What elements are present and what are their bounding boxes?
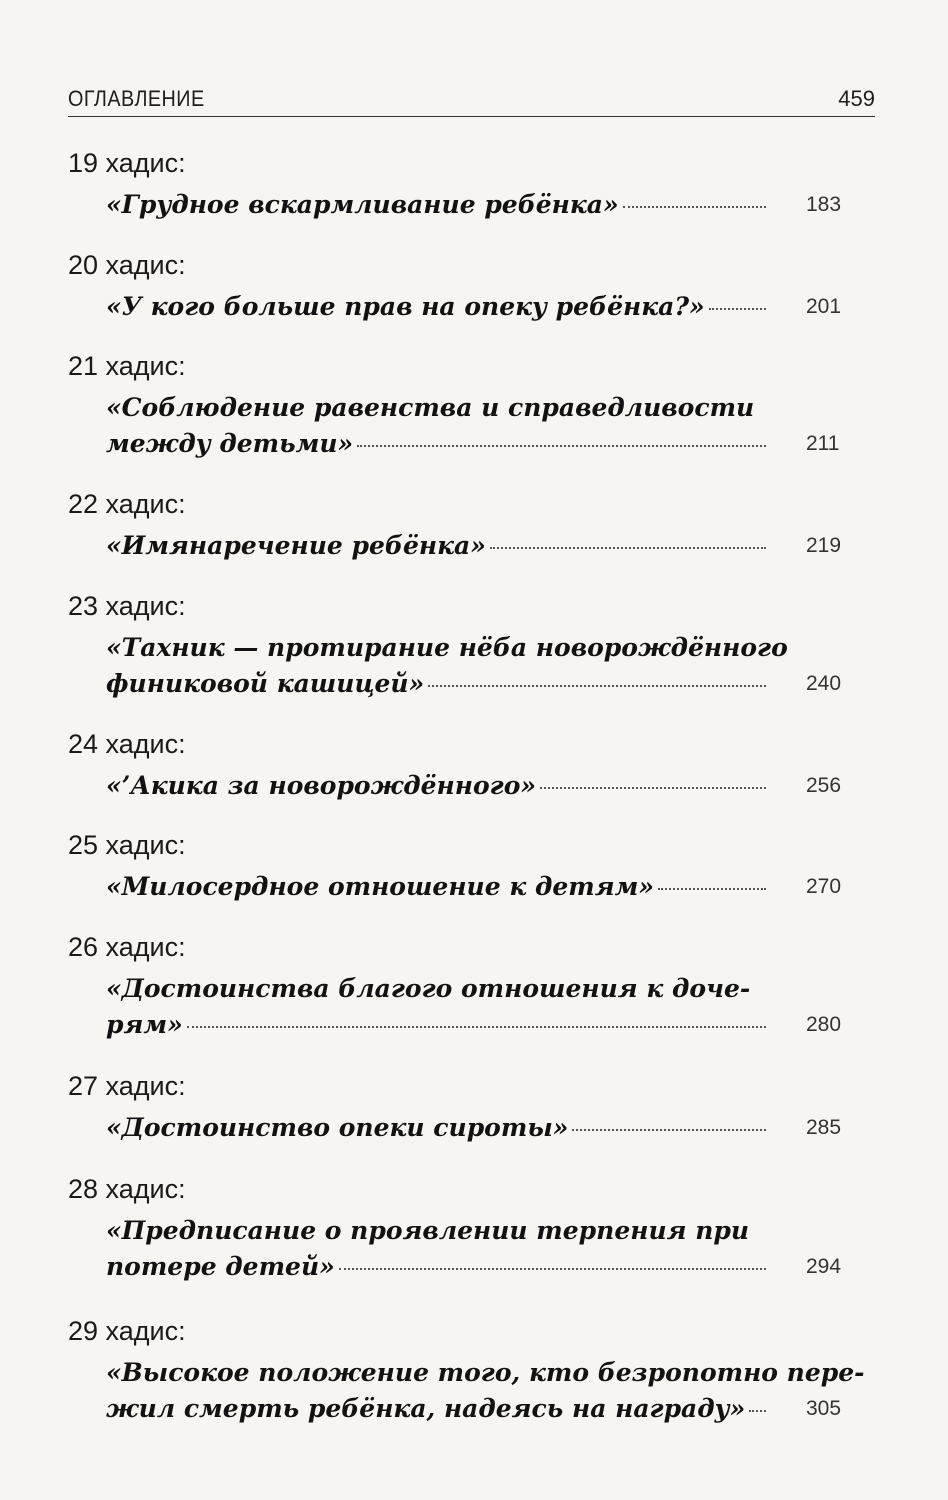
entry-title-line xyxy=(106,290,766,324)
entry-page-number: 211 xyxy=(806,432,840,455)
entry-title-text: «Имянаречение ребёнка» xyxy=(106,531,486,560)
hadith-number-label: 25 хадис: xyxy=(68,830,186,860)
entry-title-line: «Соблюдение равенства и справедливости xyxy=(106,393,755,422)
dot-leader xyxy=(709,308,766,310)
hadith-number-label: 26 хадис: xyxy=(68,932,186,962)
entry-title-text: финиковой кашицей» xyxy=(106,669,425,698)
entry-title-text: потере детей» xyxy=(106,1252,335,1281)
page-number: 459 xyxy=(838,86,875,111)
entry-page-number: 201 xyxy=(806,295,842,318)
hadith-number-label: 27 хадис: xyxy=(68,1071,186,1101)
hadith-number-label: 23 хадис: xyxy=(68,591,186,621)
entry-title-line xyxy=(106,1250,766,1284)
entry-title-text: между детьми» xyxy=(106,429,354,458)
entry-page-number: 285 xyxy=(806,1116,842,1139)
dot-leader xyxy=(428,685,766,687)
dot-leader xyxy=(490,547,766,549)
entry-title-line xyxy=(106,188,766,222)
entry-page-number: 240 xyxy=(806,672,842,695)
entry-title-line: «Предписание о проявлении терпения при xyxy=(106,1216,750,1245)
entry-title-line: «Тахник — протирание нёба новорождённого xyxy=(106,633,788,662)
entry-title-text: «’Акика за новорождённого» xyxy=(106,771,537,800)
entry-title-line: «Достоинства благого отношения к доче- xyxy=(106,974,751,1003)
entry-title-text: «Грудное вскармливание ребёнка» xyxy=(106,190,619,219)
entry-page-number: 294 xyxy=(806,1255,842,1278)
dot-leader xyxy=(623,206,766,208)
dot-leader xyxy=(187,1026,766,1028)
hadith-number-label: 21 хадис: xyxy=(68,351,186,381)
hadith-number-label: 29 хадис: xyxy=(68,1316,186,1346)
entry-page-number: 280 xyxy=(806,1013,842,1036)
entry-title-line xyxy=(106,870,766,904)
entry-page-number: 183 xyxy=(806,193,842,216)
dot-leader xyxy=(658,888,766,890)
entry-title-line xyxy=(106,1008,766,1042)
dot-leader xyxy=(339,1268,766,1270)
hadith-number-label: 28 хадис: xyxy=(68,1174,186,1204)
entry-title-text: «У кого больше прав на опеку ребёнка?» xyxy=(106,292,705,321)
entry-title-line xyxy=(106,667,766,701)
entry-page-number: 256 xyxy=(806,774,842,797)
hadith-number-label: 20 хадис: xyxy=(68,250,186,280)
dot-leader xyxy=(540,787,766,789)
entry-title-line xyxy=(106,1392,766,1426)
entry-title-text: жил смерть ребёнка, надеясь на награду» xyxy=(106,1394,746,1423)
entry-title-text: рям» xyxy=(106,1010,183,1039)
entry-title-text: «Достоинство опеки сироты» xyxy=(106,1113,569,1142)
entry-page-number: 305 xyxy=(806,1397,842,1420)
entry-page-number: 219 xyxy=(806,534,842,557)
hadith-number-label: 24 хадис: xyxy=(68,729,186,759)
hadith-number-label: 19 хадис: xyxy=(68,148,186,178)
running-header xyxy=(68,86,875,117)
entry-title-line xyxy=(106,427,766,461)
entry-page-number: 270 xyxy=(806,875,842,898)
entry-title-line: «Высокое положение того, кто безропотно пере- xyxy=(106,1358,865,1387)
entry-title-line xyxy=(106,529,766,563)
dot-leader xyxy=(357,445,766,447)
entry-title-line xyxy=(106,769,766,803)
dot-leader xyxy=(572,1129,766,1131)
entry-title-text: «Милосердное отношение к детям» xyxy=(106,872,654,901)
dot-leader xyxy=(749,1410,766,1412)
hadith-number-label: 22 хадис: xyxy=(68,489,186,519)
section-title: ОГЛАВЛЕНИЕ xyxy=(68,86,205,111)
entry-title-line xyxy=(106,1111,766,1145)
